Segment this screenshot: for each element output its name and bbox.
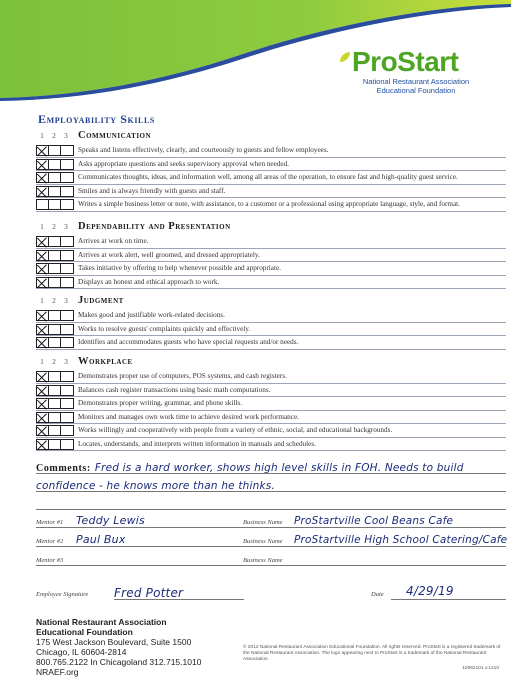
header-banner [0, 0, 511, 110]
skill-row [36, 171, 506, 185]
footer-website[interactable]: NRAEF.org [36, 667, 79, 677]
skill-description: Smiles and is always friendly with guests and staff. [78, 186, 226, 195]
skill-row [36, 249, 506, 263]
date-label: Date [371, 591, 384, 598]
rating-checkbox-3[interactable] [61, 310, 74, 321]
skill-row [36, 198, 506, 212]
rating-checkbox-1[interactable] [36, 159, 49, 170]
rating-checkbox-2[interactable] [49, 159, 62, 170]
comments-line-1[interactable]: Fred is a hard worker, shows high level skills in FOH. Needs to build [94, 462, 464, 474]
rating-checkbox-2[interactable] [49, 371, 62, 382]
rating-checkbox-2[interactable] [49, 186, 62, 197]
footer-legal-notice: © 2012 National Restaurant Association Educational Foundation. All rights reserved. ProStart is a registered trademark of the National Restaurant Association. The logo appearing next to ProStart is a trademark of the National Restaurant Association. [243, 645, 501, 662]
skill-description: Asks appropriate questions and seeks supervisory approval when needed. [78, 159, 289, 168]
skill-row [36, 336, 506, 350]
skill-group-title: Communication [78, 130, 152, 141]
skill-row [36, 411, 506, 425]
rating-checkbox-2[interactable] [49, 398, 62, 409]
skill-row [36, 424, 506, 438]
rating-checkbox-1[interactable] [36, 310, 49, 321]
skill-description: Demonstrates proper writing, grammar, and phone skills. [78, 399, 242, 407]
rating-scale-numbers: 1 2 3 [40, 296, 68, 305]
skill-row [36, 309, 506, 323]
rating-checkbox-2[interactable] [49, 412, 62, 423]
skill-description: Takes initiative by offering to help whenever possible and appropriate. [78, 264, 281, 272]
rating-checkbox-1[interactable] [36, 385, 49, 396]
rating-checkbox-2[interactable] [49, 277, 62, 288]
rating-checkbox-2[interactable] [49, 250, 62, 261]
form-code: 10062101 v.1210 [462, 666, 499, 671]
skill-description: Communicates thoughts, ideas, and information well, among all areas of the operation, to ensure fast and high-quality guest service. [78, 173, 458, 181]
employee-signature-label: Employee Signature [36, 591, 89, 598]
rating-checkbox-1[interactable] [36, 186, 49, 197]
skill-group-title: Dependability and Presentation [78, 221, 231, 232]
skill-description: Arrives at work alert, well groomed, and dressed appropriately. [78, 250, 260, 259]
rating-scale-numbers: 1 2 3 [40, 357, 68, 366]
rating-checkbox-3[interactable] [61, 425, 74, 436]
skill-group-title: Judgment [78, 295, 124, 306]
skill-description: Displays an honest and ethical approach to work. [78, 277, 220, 286]
rating-checkbox-3[interactable] [61, 371, 74, 382]
rating-checkbox-1[interactable] [36, 439, 49, 450]
rating-checkbox-3[interactable] [61, 186, 74, 197]
rating-checkbox-3[interactable] [61, 324, 74, 335]
rating-checkbox-3[interactable] [61, 439, 74, 450]
comments-line-2[interactable]: confidence - he knows more than he thinks. [36, 480, 275, 492]
logo-wordmark: ProStart [352, 46, 459, 77]
rating-checkbox-2[interactable] [49, 310, 62, 321]
skill-description: Monitors and manages own work time to achieve desired work performance. [78, 412, 299, 421]
skill-row [36, 185, 506, 199]
skill-description: Speaks and listens effectively, clearly, and courteously to guests and fellow employees. [78, 146, 329, 154]
skill-group [36, 356, 506, 451]
skill-row [36, 438, 506, 452]
rating-checkbox-3[interactable] [61, 385, 74, 396]
mentor-1-name[interactable]: Teddy Lewis [76, 514, 145, 527]
skill-description: Writes a simple business letter or note, with assistance, to a customer or a professional using appropriate language, style, and format. [78, 200, 460, 208]
skill-row [36, 262, 506, 276]
skill-group [36, 130, 506, 212]
mentor-1-business[interactable]: ProStartville Cool Beans Cafe [294, 515, 454, 527]
rating-checkbox-1[interactable] [36, 263, 49, 274]
skill-description: Identifies and accommodates guests who have special requests and/or needs. [78, 338, 299, 346]
skill-description: Works to resolve guests' complaints quickly and effectively. [78, 324, 251, 333]
rating-checkbox-1[interactable] [36, 412, 49, 423]
skill-description: Arrives at work on time. [78, 237, 149, 245]
skill-description: Makes good and justifiable work-related decisions. [78, 311, 225, 319]
rating-checkbox-1[interactable] [36, 337, 49, 348]
skill-group [36, 221, 506, 289]
skill-row [36, 276, 506, 290]
mentor-3-row: Mentor #3 Business Name [36, 552, 506, 566]
rating-checkbox-2[interactable] [49, 324, 62, 335]
skill-description: Balances cash register transactions using basic math computations. [78, 385, 271, 394]
skill-row [36, 384, 506, 398]
rating-checkbox-2[interactable] [49, 263, 62, 274]
logo-subtitle: National Restaurant Association Educational Foundation [362, 77, 470, 95]
prostart-logo [340, 48, 500, 95]
skill-row [36, 323, 506, 337]
rating-checkbox-2[interactable] [49, 145, 62, 156]
rating-checkbox-3[interactable] [61, 398, 74, 409]
skill-description: Works willingly and cooperatively with people from a variety of ethnic, social, and educational backgrounds. [78, 426, 393, 434]
date-value[interactable]: 4/29/19 [406, 584, 454, 598]
rating-checkbox-3[interactable] [61, 337, 74, 348]
rating-checkbox-3[interactable] [61, 277, 74, 288]
skill-group-title: Workplace [78, 356, 133, 367]
comments-blank-line[interactable] [36, 494, 506, 510]
skill-group [36, 295, 506, 350]
rating-checkbox-2[interactable] [49, 337, 62, 348]
rating-checkbox-3[interactable] [61, 263, 74, 274]
rating-checkbox-2[interactable] [49, 385, 62, 396]
rating-scale-numbers: 1 2 3 [40, 222, 68, 231]
form-title: Employability Skills [38, 112, 155, 126]
rating-checkbox-2[interactable] [49, 172, 62, 183]
rating-scale-numbers: 1 2 3 [40, 131, 68, 140]
rating-checkbox-2[interactable] [49, 199, 62, 210]
rating-checkbox-1[interactable] [36, 236, 49, 247]
mentor-1-row: Mentor #1 Teddy Lewis Business Name ProStartville Cool Beans Cafe [36, 514, 506, 528]
skill-row [36, 158, 506, 172]
rating-checkbox-3[interactable] [61, 145, 74, 156]
rating-checkbox-3[interactable] [61, 236, 74, 247]
skill-row [36, 144, 506, 158]
skill-description: Demonstrates proper use of computers, POS systems, and cash registers. [78, 372, 287, 380]
rating-checkbox-3[interactable] [61, 172, 74, 183]
footer-organization: National Restaurant Association Educational Foundation 175 West Jackson Boulevard, Suite 1500 Chicago, IL 60604-2814 800.765.2122 In Chicagoland 312.715.1010 NRAEF.org [36, 617, 202, 677]
rating-checkbox-2[interactable] [49, 236, 62, 247]
rating-checkbox-1[interactable] [36, 145, 49, 156]
rating-checkbox-1[interactable] [36, 199, 49, 210]
skill-row [36, 397, 506, 411]
rating-checkbox-3[interactable] [61, 159, 74, 170]
rating-checkbox-1[interactable] [36, 398, 49, 409]
rating-checkbox-1[interactable] [36, 324, 49, 335]
rating-checkbox-1[interactable] [36, 172, 49, 183]
mentor-2-business[interactable]: ProStartville High School Catering/Cafe [294, 534, 508, 546]
rating-checkbox-2[interactable] [49, 425, 62, 436]
rating-checkbox-3[interactable] [61, 412, 74, 423]
rating-checkbox-1[interactable] [36, 425, 49, 436]
rating-checkbox-1[interactable] [36, 371, 49, 382]
mentor-2-name[interactable]: Paul Bux [76, 533, 126, 546]
rating-checkbox-3[interactable] [61, 199, 74, 210]
comments-label: Comments: [36, 463, 91, 474]
skill-description: Locates, understands, and interprets written information in manuals and schedules. [78, 439, 316, 448]
leaf-icon [340, 52, 350, 62]
rating-checkbox-1[interactable] [36, 277, 49, 288]
rating-checkbox-1[interactable] [36, 250, 49, 261]
skill-row [36, 370, 506, 384]
mentor-2-row: Mentor #2 Paul Bux Business Name ProStartville High School Catering/Cafe [36, 533, 508, 546]
signature-row [36, 582, 506, 600]
skill-row [36, 235, 506, 249]
rating-checkbox-3[interactable] [61, 250, 74, 261]
employee-signature[interactable]: Fred Potter [114, 586, 184, 600]
rating-checkbox-2[interactable] [49, 439, 62, 450]
